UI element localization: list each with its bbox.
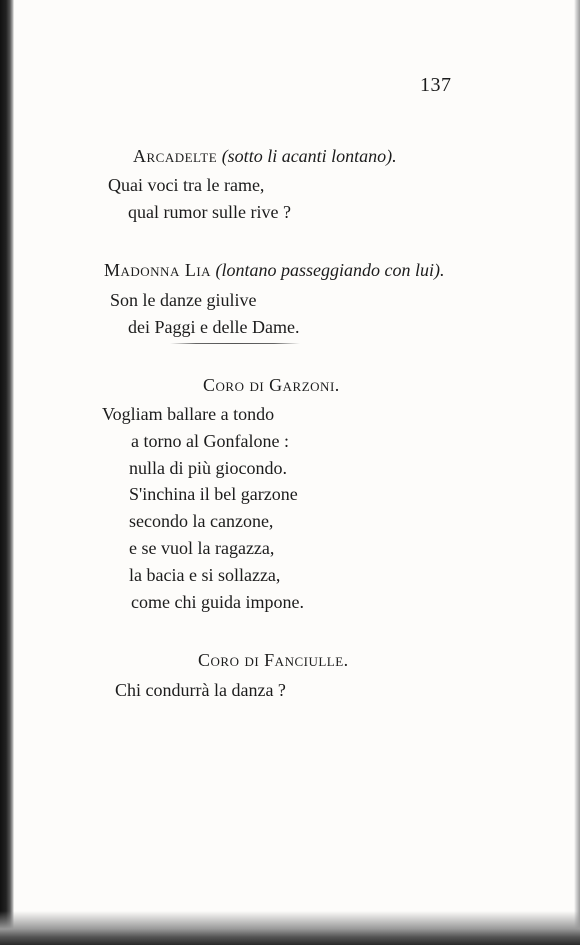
- speaker-line: [104, 261, 445, 279]
- speaker-name: Madonna Lia: [104, 260, 212, 280]
- chorus-heading: Coro di Fanciulle.: [198, 650, 349, 670]
- speaker-line: [133, 147, 397, 165]
- verse-line: Quai voci tra le rame,: [108, 175, 265, 195]
- verse-line: nulla di più giocondo.: [129, 458, 287, 478]
- verse-line: secondo la canzone,: [129, 511, 274, 531]
- verse-line: come chi guida impone.: [131, 592, 304, 612]
- verse-line: Chi condurrà la danza ?: [115, 680, 286, 700]
- verse-line: Vogliam ballare a tondo: [102, 404, 275, 424]
- speaker-name: Arcadelte: [133, 146, 218, 166]
- verse-line: Son le danze giulive: [110, 290, 257, 310]
- verse-line: a torno al Gonfalone :: [131, 431, 289, 451]
- stage-direction: (lontano passeggiando con lui).: [215, 260, 445, 280]
- page-number: 137: [420, 74, 452, 96]
- page-bottom-edge: [0, 911, 580, 945]
- chorus-heading: Coro di Garzoni.: [203, 375, 340, 395]
- section-divider: [170, 343, 300, 344]
- verse-line: dei Paggi e delle Dame.: [128, 317, 300, 337]
- stage-direction: (sotto li acanti lontano).: [221, 146, 397, 166]
- verse-line: S'inchina il bel garzone: [129, 484, 298, 504]
- page-gutter-shadow: [0, 0, 14, 945]
- verse-line: la bacia e si sollazza,: [129, 565, 281, 585]
- page-right-edge: [574, 0, 580, 945]
- verse-line: e se vuol la ragazza,: [129, 538, 275, 558]
- verse-line: qual rumor sulle rive ?: [128, 202, 291, 222]
